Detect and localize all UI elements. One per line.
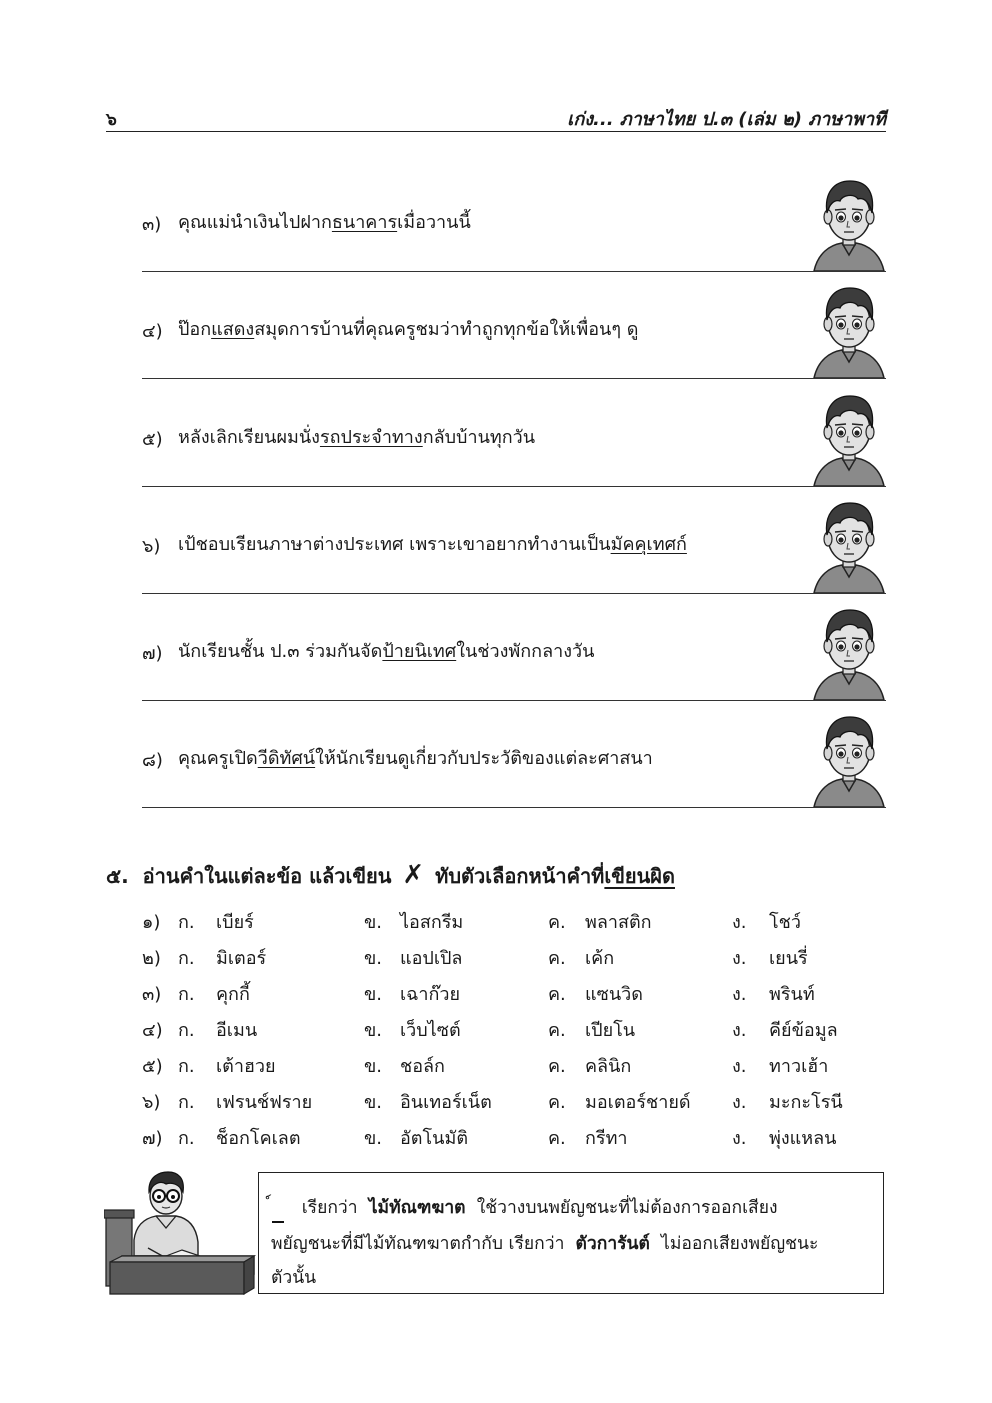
header-divider <box>106 131 886 132</box>
choice-a-word: ช็อกโคเลต <box>216 1128 301 1149</box>
choice-d-word: เยนรี่ <box>769 948 808 969</box>
choice-a-label[interactable]: ก. <box>178 1020 195 1041</box>
choice-c-label[interactable]: ค. <box>548 1020 566 1041</box>
item-number: ๓) <box>142 984 162 1005</box>
choice-a-word: อีเมน <box>216 1020 258 1041</box>
instruction-underlined: เขียนผิด <box>604 864 675 888</box>
choice-a-label[interactable]: ก. <box>178 948 195 969</box>
section-5-title <box>106 860 675 892</box>
choice-b-word: ไอสกรีม <box>400 912 464 933</box>
question-sentence: คุณแม่นำเงินไปฝากธนาคารเมื่อวานนี้ <box>178 212 471 233</box>
choice-d-word: มะกะโรนี <box>769 1092 843 1113</box>
choice-c-label[interactable]: ค. <box>548 948 566 969</box>
choice-c-word: กรีทา <box>585 1128 628 1149</box>
choice-c-word: มอเตอร์ชายด์ <box>585 1092 691 1113</box>
choice-row <box>142 1123 882 1157</box>
question-number: ๘) <box>142 750 163 771</box>
choice-d-label[interactable]: ง. <box>732 1020 747 1041</box>
choice-row <box>142 1087 882 1121</box>
item-number: ๖) <box>142 1092 161 1113</box>
choice-row <box>142 943 882 977</box>
choice-d-label[interactable]: ง. <box>732 1128 747 1149</box>
term-tua-karan: ตัวการันต์ <box>575 1234 650 1254</box>
question-sentence: นักเรียนชั้น ป.๓ ร่วมกันจัดป้ายนิเทศในช่วงพักกลางวัน <box>178 641 595 662</box>
item-number: ๗) <box>142 1128 163 1149</box>
question-row-4 <box>142 272 886 379</box>
choice-c-word: คลินิก <box>585 1056 632 1077</box>
choice-c-word: เปียโน <box>585 1020 636 1041</box>
choice-b-word: อินเทอร์เน็ต <box>400 1092 492 1113</box>
choice-b-label[interactable]: ข. <box>364 984 383 1005</box>
choice-d-word: คีย์ข้อมูล <box>769 1020 838 1041</box>
choice-c-label[interactable]: ค. <box>548 1056 566 1077</box>
choice-a-label[interactable]: ก. <box>178 984 195 1005</box>
choice-d-label[interactable]: ง. <box>732 948 747 969</box>
question-sentence: คุณครูเปิดวีดิทัศน์ให้นักเรียนดูเกี่ยวกับประวัติของแต่ละศาสนา <box>178 748 653 769</box>
question-row-5 <box>142 380 886 487</box>
underlined-word: มัคคุเทศก์ <box>610 534 687 555</box>
question-row-6 <box>142 487 886 594</box>
choice-c-label[interactable]: ค. <box>548 912 566 933</box>
choice-a-word: เฟรนช์ฟราย <box>216 1092 313 1113</box>
question-number: ๖) <box>142 536 161 557</box>
choice-b-word: แอปเปิล <box>400 948 463 969</box>
item-number: ๔) <box>142 1020 163 1041</box>
instruction-part-1: อ่านคำในแต่ละข้อ แล้วเขียน <box>142 864 392 888</box>
choice-c-word: พลาสติก <box>585 912 652 933</box>
term-mai-thanthakhat: ไม้ทัณฑฆาต <box>368 1198 466 1218</box>
boy-face-icon <box>812 282 886 378</box>
choice-d-label[interactable]: ง. <box>732 1092 747 1113</box>
question-row-3 <box>142 165 886 272</box>
choice-b-word: เว็บไซต์ <box>400 1020 461 1041</box>
choice-a-label[interactable]: ก. <box>178 1092 195 1113</box>
choice-b-label[interactable]: ข. <box>364 912 383 933</box>
choice-a-word: เต้าฮวย <box>216 1056 276 1077</box>
choice-c-word: แซนวิด <box>585 984 643 1005</box>
choice-b-label[interactable]: ข. <box>364 948 383 969</box>
choice-row <box>142 1051 882 1085</box>
choice-d-label[interactable]: ง. <box>732 1056 747 1077</box>
question-row-8 <box>142 701 886 808</box>
choice-d-word: ทาวเฮ้า <box>769 1056 829 1077</box>
book-title: เก่ง... ภาษาไทย ป.๓ (เล่ม ๒) ภาษาพาที <box>567 109 886 130</box>
underlined-word: รถประจำทาง <box>319 427 423 448</box>
choice-b-label[interactable]: ข. <box>364 1092 383 1113</box>
choice-a-label[interactable]: ก. <box>178 912 195 933</box>
choice-c-word: เค้ก <box>585 948 615 969</box>
choice-c-label[interactable]: ค. <box>548 984 566 1005</box>
underlined-word: ป้ายนิเทศ <box>382 641 457 662</box>
note-line-2: พยัญชนะที่มีไม้ทัณฑฆาตกำกับ เรียกว่า ตัวการันต์ ไม่ออกเสียงพยัญชนะ <box>271 1234 819 1254</box>
answer-line[interactable] <box>142 378 886 379</box>
choice-b-label[interactable]: ข. <box>364 1020 383 1041</box>
choice-row <box>142 1015 882 1049</box>
choice-a-label[interactable]: ก. <box>178 1128 195 1149</box>
note-box <box>258 1172 884 1294</box>
instruction-part-2: ทับตัวเลือกหน้าคำที่ <box>435 864 605 888</box>
choice-a-label[interactable]: ก. <box>178 1056 195 1077</box>
choice-row <box>142 979 882 1013</box>
question-row-7 <box>142 594 886 701</box>
choice-c-label[interactable]: ค. <box>548 1092 566 1113</box>
underlined-word: ธนาคาร <box>331 212 398 233</box>
item-number: ๒) <box>142 948 161 969</box>
underlined-word: แสดง <box>211 319 255 340</box>
boy-face-icon <box>812 711 886 807</box>
boy-face-icon <box>812 604 886 700</box>
question-sentence: หลังเลิกเรียนผมนั่งรถประจำทางกลับบ้านทุกวัน <box>178 427 536 448</box>
note-line-1: เรียกว่า ไม้ทัณฑฆาต ใช้วางบนพยัญชนะที่ไม่ต้องการออกเสียง <box>271 1193 778 1221</box>
x-mark-icon: ✗ <box>402 860 425 890</box>
page-number: ๖ <box>106 110 117 130</box>
choice-d-word: โชว์ <box>769 912 801 933</box>
boy-face-icon <box>812 390 886 486</box>
question-number: ๔) <box>142 321 163 342</box>
boy-reading-illustration <box>104 1170 256 1296</box>
choice-row <box>142 907 882 941</box>
question-number: ๕) <box>142 429 163 450</box>
choice-a-word: มิเตอร์ <box>216 948 267 969</box>
choice-b-word: เฉาก๊วย <box>400 984 461 1005</box>
choice-d-label[interactable]: ง. <box>732 912 747 933</box>
boy-face-icon <box>812 497 886 593</box>
question-sentence: ป๊อกแสดงสมุดการบ้านที่คุณครูชมว่าทำถูกทุกข้อให้เพื่อนๆ ดู <box>178 319 639 340</box>
item-number: ๕) <box>142 1056 163 1077</box>
question-number: ๓) <box>142 214 162 235</box>
choice-b-word: ชอล์ก <box>400 1056 445 1077</box>
choice-d-word: พรินท์ <box>769 984 815 1005</box>
boy-face-icon <box>812 175 886 271</box>
choice-b-label[interactable]: ข. <box>364 1056 383 1077</box>
question-sentence: เป้ชอบเรียนภาษาต่างประเทศ เพราะเขาอยากทำงานเป็นมัคคุเทศก์ <box>178 534 687 555</box>
thanthakhat-mark <box>271 1193 285 1221</box>
question-number: ๗) <box>142 643 163 664</box>
answer-line[interactable] <box>142 807 886 808</box>
note-line-3: ตัวนั้น <box>271 1268 317 1288</box>
choice-a-word: คุกกี้ <box>216 984 250 1005</box>
choice-b-word: อัตโนมัติ <box>400 1128 469 1149</box>
item-number: ๑) <box>142 912 161 933</box>
choice-d-word: พุ่งแหลน <box>769 1128 837 1149</box>
section-number: ๕. <box>106 864 129 888</box>
choice-b-label[interactable]: ข. <box>364 1128 383 1149</box>
choice-a-word: เบียร์ <box>216 912 254 933</box>
underlined-word: วีดิทัศน์ <box>257 748 316 769</box>
choice-d-label[interactable]: ง. <box>732 984 747 1005</box>
choice-c-label[interactable]: ค. <box>548 1128 566 1149</box>
